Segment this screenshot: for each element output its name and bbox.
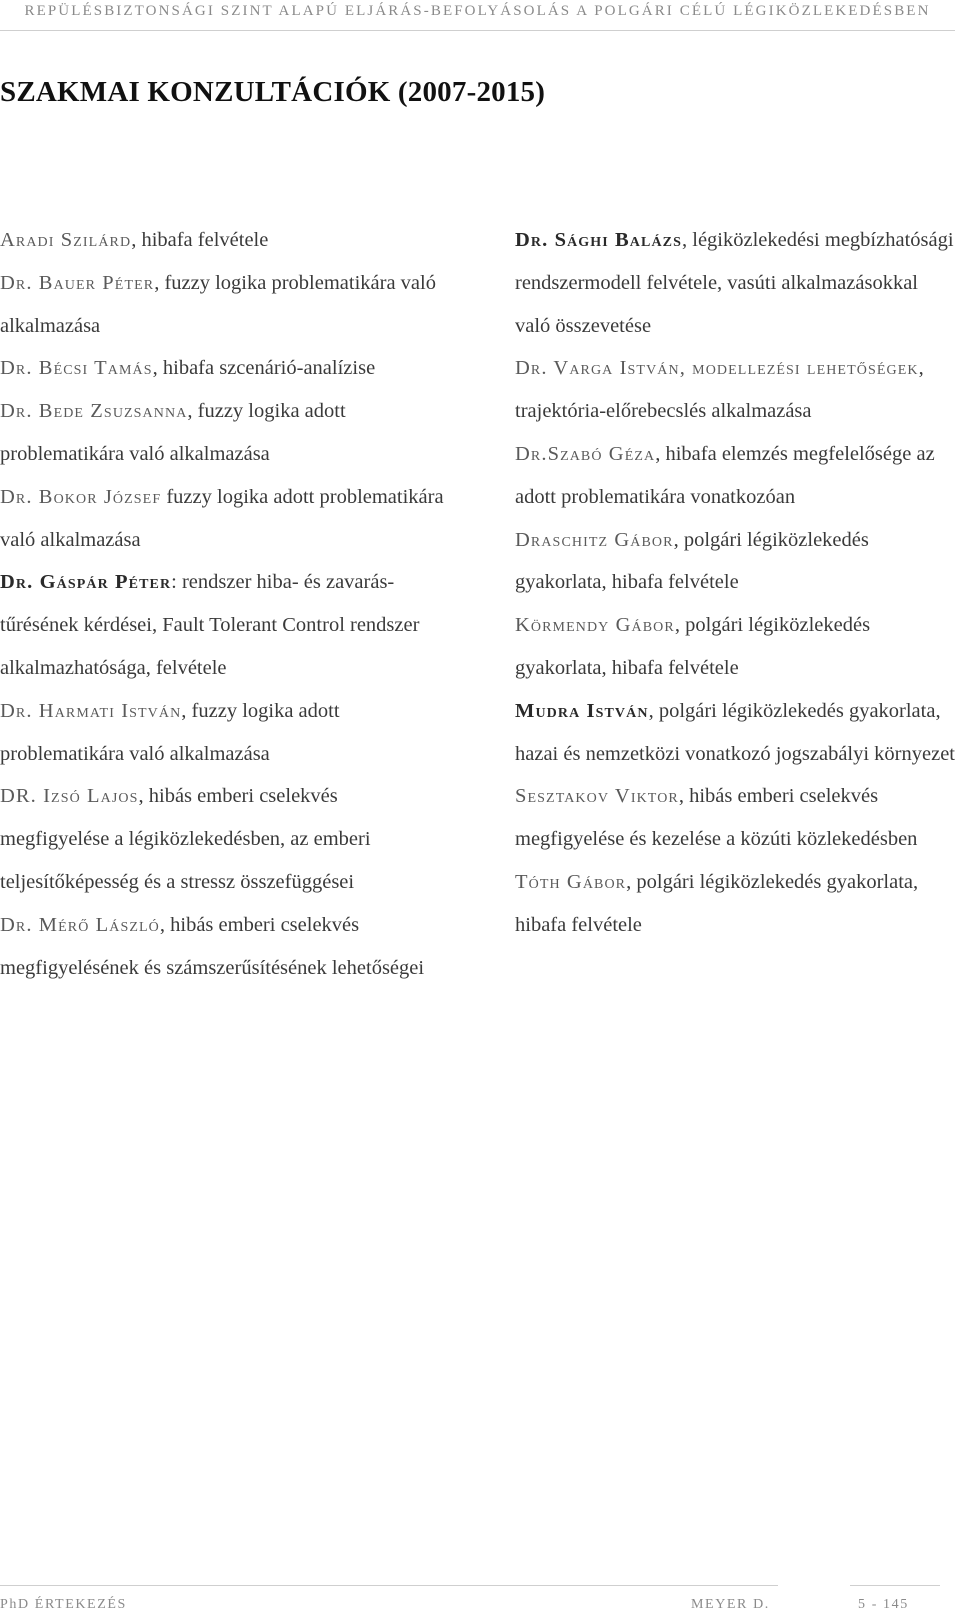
consultant-entry	[515, 775, 957, 861]
consultant-name: Mudra István	[515, 699, 649, 722]
consultant-entry	[515, 861, 957, 947]
consultant-name: Dr. Bécsi Tamás	[0, 357, 153, 380]
consultant-entry	[0, 904, 452, 990]
consultant-name: Dr. Harmati István	[0, 699, 182, 722]
page-number: 5 - 145	[858, 1597, 909, 1612]
consultant-entry	[0, 347, 452, 390]
consultant-entry	[515, 219, 957, 347]
consultant-name: Dr. Bauer Péter	[0, 271, 155, 294]
consultant-entry	[0, 561, 452, 689]
page-title: SZAKMAI KONZULTÁCIÓK (2007-2015)	[0, 76, 546, 108]
footer-document-type: PhD ÉRTEKEZÉS	[0, 1597, 127, 1612]
consultation-topic: , légiközlekedési megbízhatósági rendszermodell felvétele, vasúti alkalmazásokkal való összevetése	[515, 229, 954, 337]
consultant-name: Körmendy Gábor	[515, 614, 675, 637]
consultant-entry	[0, 219, 452, 262]
consultation-topic: , fuzzy logika adott problematikára való alkalmazása	[0, 400, 346, 465]
consultation-topic: , hibás emberi cselekvés megfigyelése a légiközlekedésben, az emberi teljesítőképesség és a stressz összefüggései	[0, 785, 371, 893]
consultation-topic: , hibafa felvétele	[131, 229, 269, 251]
consultation-topic: : rendszer hiba- és zavarás-tűrésének kérdései, Fault Tolerant Control rendszer alkalmazhatósága, felvétele	[0, 571, 420, 679]
consultant-entry	[0, 775, 452, 903]
consultation-topic: , fuzzy logika adott problematikára való alkalmazása	[0, 699, 340, 765]
consultant-name: Draschitz Gábor	[515, 528, 674, 551]
consultation-topic: , hibás emberi cselekvés megfigyelésének és számszerűsítésének lehetőségei	[0, 913, 425, 979]
consultant-name: Dr. Bokor József	[0, 485, 162, 508]
consultation-topic: , polgári légiközlekedés gyakorlata, hibafa felvétele	[515, 870, 919, 936]
consultant-name: Dr. Gáspár Péter	[0, 571, 172, 594]
footer-rule	[0, 1585, 778, 1586]
consultation-topic: , hibafa szcenárió-analízise	[152, 357, 376, 380]
consultant-entry	[0, 262, 452, 348]
header-rule	[0, 30, 955, 31]
running-header: REPÜLÉSBIZTONSÁGI SZINT ALAPÚ ELJÁRÁS-BEFOLYÁSOLÁS A POLGÁRI CÉLÚ LÉGIKÖZLEKEDÉSBEN	[24, 3, 931, 19]
consultation-topic: fuzzy logika adott problematikára való alkalmazása	[0, 485, 444, 551]
left-column	[0, 219, 452, 989]
consultant-entry	[515, 433, 957, 519]
consultant-entry	[515, 604, 957, 690]
consultation-topic: , hibás emberi cselekvés megfigyelése és kezelése a közúti közlekedésben	[515, 785, 918, 851]
consultant-name: Tóth Gábor	[515, 870, 627, 893]
consultant-entry	[515, 347, 957, 433]
consultant-entry	[515, 690, 957, 776]
consultant-name: Dr. Varga István, modellezési lehetőségek	[515, 357, 919, 380]
consultant-name: Dr. Mérő László	[0, 913, 160, 936]
consultation-topic: , hibafa elemzés megfelelősége az adott problematikára vonatkozóan	[515, 442, 935, 508]
consultant-entry	[515, 519, 957, 605]
consultant-entry	[0, 690, 452, 776]
consultant-entry	[0, 390, 452, 476]
consultant-name: Sesztakov Viktor	[515, 785, 679, 808]
consultant-name: Dr. Bede Zsuzsanna	[0, 400, 188, 423]
consultation-topic: , fuzzy logika problematikára való alkalmazása	[0, 271, 436, 337]
footer-author: MEYER D.	[691, 1597, 770, 1612]
consultant-name: Dr. Sághi Balázs	[515, 229, 682, 251]
consultation-topic: , polgári légiközlekedés gyakorlata, hibafa felvétele	[515, 528, 869, 594]
footer-rule-page	[850, 1585, 940, 1586]
consultant-entry	[0, 476, 452, 562]
consultant-name: DR. Izsó Lajos	[0, 785, 139, 808]
right-column	[515, 219, 957, 947]
consultation-topic: , trajektória-előrebecslés alkalmazása	[515, 357, 924, 423]
consultant-name: Aradi Szilárd	[0, 229, 132, 251]
consultation-topic: , polgári légiközlekedés gyakorlata, hibafa felvétele	[515, 614, 871, 679]
consultant-name: Dr.Szabó Géza	[515, 442, 656, 465]
consultation-topic: , polgári légiközlekedés gyakorlata, hazai és nemzetközi vonatkozó jogszabályi környezet	[515, 699, 955, 765]
